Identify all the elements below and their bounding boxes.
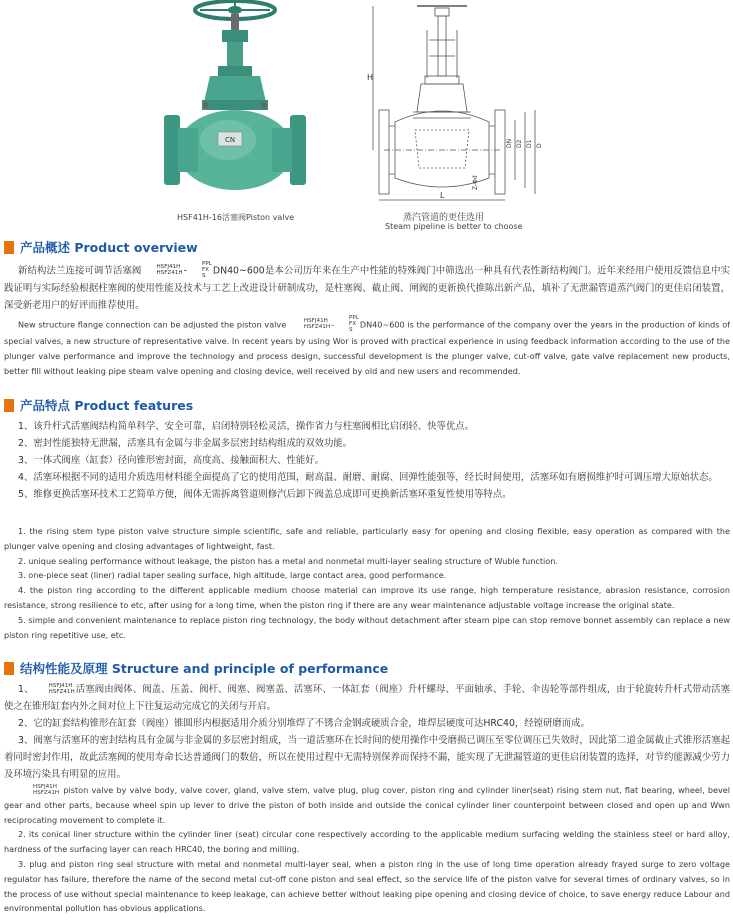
dim-label-l: L <box>440 191 445 200</box>
dim-label-d: D <box>536 143 543 148</box>
features-en-list <box>4 524 730 642</box>
model-a: HSFJ41H <box>156 264 181 270</box>
valve-drawing <box>355 0 555 205</box>
valve-photo <box>150 0 315 205</box>
overview-en-paragraph: New structure flange connection can be adjusted the piston valve HSFJ41H HSFZ41H - PPL FX S DN40~600 is the performance of the company over the years in the production of kinds of special valves, a new structure of representative valve. In recent years by using Wor is proved with practical experience in using feedback information according to the use of the plunger valve performance and improve the technology and process design, successful development is the plunger valve, cut-off valve, gate valve replacement new products, better fill without leaking pipe steam valve opening and closing device, well received by old and new users and recommended. <box>4 315 730 376</box>
feature-cn-item: 1、该升杆式活塞阀结构简单科学、安全可靠，启闭特别轻松灵活，操作省力与柱塞阀相比启闭轻、快等优点。 <box>18 421 474 432</box>
structure-cn-item: 2、它的缸套结构锥形在缸套（阀座）锥圆形内根据适用介质分别堆焊了不锈合金钢或硬质合金，堆焊层硬度可达HRC40，经镗研磨而成。 <box>18 718 590 729</box>
section-marker-icon <box>4 399 14 412</box>
structure-cn-text: 活塞阀由阀体、阀盖、压盖、阀杆、阀塞、阀塞盖、活塞环、一体缸套（阀座）升杆螺母、平面轴承、手轮、伞齿轮等部件组成，由于轮旋转升杆式带动活塞使之在锥形缸套内外之间对位上下往复运动完成它的关闭与开启。 <box>4 684 730 712</box>
section-features-heading <box>4 396 193 414</box>
structure-cn-list <box>4 681 730 783</box>
feature-en-item: 5. simple and convenient maintenance to replace piston ring technology, the body without detachment after steam pipe can stop remove bonnet assembly can replace a new piston ring repetitive use, etc. <box>4 614 730 640</box>
structure-cn-item <box>4 681 730 715</box>
code-bot-en: S <box>348 327 353 333</box>
code-top: PPL <box>201 261 212 267</box>
dim-label-d2: D2 <box>516 139 523 148</box>
structure-en-list <box>4 783 730 916</box>
feature-cn-item: 2、密封性能独特无泄漏，活塞具有金属与非金属多层密封结构组成的双效功能。 <box>18 438 353 449</box>
code-top-en: PPL <box>348 315 359 321</box>
overview-cn-paragraph: 新结构法兰连接可调节活塞阀 HSFJ41H HSFZ41H - PPL FX S DN40~600是本公司历年来在生产中性能的特殊阀门中筛选出一种具有代表性新结构阀门。近年来经用户使用反馈信息中实践证明与实际经验根据柱塞阀的使用性能及技术与工艺上改进设计研制成功，是柱塞阀、截止阀、闸阀的更新换代推陈出新产品，填补了无泄漏管道蒸汽阀门的更佳启闭装置，深受新老用户的好评而推荐使用。 <box>4 261 730 311</box>
overview-cn-lead: 新结构法兰连接可调节活塞阀 <box>18 265 142 277</box>
model-b-s-en: HSFZ41H <box>33 789 60 796</box>
model-code-stack-s-en <box>19 784 59 796</box>
feature-cn-item: 4、活塞环根据不同的适用介质选用材料能全面提高了它的使用范围，耐高温、耐磨、耐腐、回弹性能强等，经长时间使用，活塞环如有磨损维护时可调压增大原始状态。 <box>18 472 718 483</box>
model-a-s-en: HSFJ41H <box>33 783 57 790</box>
section-title: 产品特点 Product features <box>20 398 194 413</box>
section-marker-icon <box>4 241 14 254</box>
photo-plate-text: CN <box>224 136 236 144</box>
model-code-stack-s <box>35 683 75 695</box>
material-code-stack-en <box>335 315 359 333</box>
feature-en-item: 3. one-piece seat (liner) radial taper sealing surface, high altitude, large contact area, good performance. <box>18 570 447 581</box>
structure-en-item: 2. its conical liner structure within the cylinder liner (seat) circular cone respectively according to the applicable medium surfacing welding the stainless steel or hard alloy, hardness of the surfacing layer can reach HRC40, the boring and milling. <box>4 829 730 855</box>
model-a-en: HSFJ41H <box>303 318 328 324</box>
model-code-stack-en <box>290 318 330 330</box>
feature-cn-item: 3、一体式阀座（缸套）径向锥形密封面，高度高、接触面积大、性能好。 <box>18 455 324 466</box>
feature-en-item: 2. unique sealing performance without leakage, the piston has a metal and nonmetal multi-layer sealing structure of Wuble function. <box>18 555 558 566</box>
structure-en-item: 3. plug and piston ring seal structure with metal and nonmetal multi-layer seal, when a piston ring in the use of long time operation already frayed surge to zero voltage regulator has failure, therefore the name of the second metal cut-off cone piston and seal effect, so the service life of the piston valve for several times of ordinary valves, so in the process of use without special maintenance to keep leakage, can achieve better without leaking pipe opening and closing device of choice, to save energy reduce Labour and environmental pollution has obvious applications. <box>4 858 730 914</box>
dim-label-dn: DN <box>506 138 513 148</box>
structure-cn-item: 3、阀塞与活塞环的密封结构具有金属与非金属的多层密封组成，当一道活塞环在长时间的使用操作中受磨损已调压至零位调压已失效时，因此第二道金属截止式锥形活塞起着同时密封作用，故此活塞阀的使用寿命长达普通阀门的数倍，所以在使用过程中无需特别保养而保持不漏，能实现了无泄漏管道的更佳启闭装置的选择，对节约能源减少劳力及环境污染具有明显的应用。 <box>4 735 730 780</box>
model-b-en: HSFZ41H <box>303 324 331 330</box>
drawing-caption-en: Steam pipeline is better to choose <box>385 222 523 231</box>
code-mid: FX <box>201 267 210 273</box>
model-b-s: HSFZ41H <box>48 688 75 695</box>
overview-en-lead: New structure flange connection can be adjusted the piston valve <box>18 319 287 330</box>
photo-caption: HSF41H-16活塞阀Piston valve <box>177 213 295 222</box>
feature-en-item: 1. the rising stem type piston valve structure simple scientific, safe and reliable, particularly easy for opening and closing flexible, easy operation as compared with the plunger valve opening and closing advantages of lightweight, fast. <box>4 526 730 551</box>
section-structure-heading <box>4 659 388 677</box>
overview-cn-body: DN40~600是本公司历年来在生产中性能的特殊阀门中筛选出一种具有代表性新结构阀门。近年来经用户使用反馈信息中实践证明与实际经验根据柱塞阀的使用性能及技术与工艺上改进设计研制成功，是柱塞阀、截止阀、闸阀的更新换代推陈出新产品，填补了无泄漏管道蒸汽阀门的更佳启闭装置，深受新老用户的好评而推荐使用。 <box>4 265 730 311</box>
model-a-s: HSFJ41H <box>48 682 73 689</box>
item-number: 1、 <box>18 684 34 695</box>
dim-label-d1: D1 <box>526 139 533 148</box>
feature-en-item: 4. the piston ring according to the different applicable medium choose material can improve its use range, high temperature resistance, abrasion resistance, corrosion resistance, strong resilience to etc, after using for a long time, when the piston ring if there are any wear maintenance adjustable voltage increase the original state. <box>4 585 730 610</box>
section-title: 产品概述 Product overview <box>20 240 198 255</box>
model-code-stack <box>142 264 182 276</box>
dim-label-z: Z-Φd <box>472 175 479 190</box>
section-marker-icon <box>4 662 14 675</box>
section-overview-heading <box>4 238 198 256</box>
features-cn-list <box>4 418 730 503</box>
dim-label-h: H <box>367 73 374 82</box>
structure-en-text: piston valve by valve body, valve cover, gland, valve stem, valve plug, plug cover, piston ring and cylinder liner(seat) rising stem nut, flat bearing, wheel, bevel gear and other parts, because wheel spin up lever to drive the piston of both inside and outside the conical cylinder liner counterpoint between closed and open up and Wwn reciprocating movement to complete it. <box>4 785 730 825</box>
overview-en-body: DN40~600 is the performance of the company over the years in the production of kinds of special valves, a new structure of representative valve. In recent years by using Wor is proved with practical experience in using feedback information according to the use of the plunger valve performance and improve the technology and process design, successful development is the plunger valve, cut-off valve, gate valve replacement new products, better fill without leaking pipe steam valve opening and closing device, well received by old and new users and recommended. <box>4 319 730 376</box>
section-title: 结构性能及原理 Structure and principle of performance <box>20 661 389 676</box>
code-bot: S <box>201 273 206 279</box>
model-b: HSFZ41H <box>156 270 183 276</box>
drawing-caption-cn: 蒸汽管道的更佳选用 <box>403 213 485 223</box>
structure-en-item <box>4 783 730 827</box>
feature-cn-item: 5、维修更换活塞环技术工艺简单方便，阀体无需拆离管道则修汽后卸下阀盖总成即可更换新活塞环重复性使用等特点。 <box>18 489 512 500</box>
code-mid-en: FX <box>348 321 357 327</box>
material-code-stack <box>188 261 212 279</box>
